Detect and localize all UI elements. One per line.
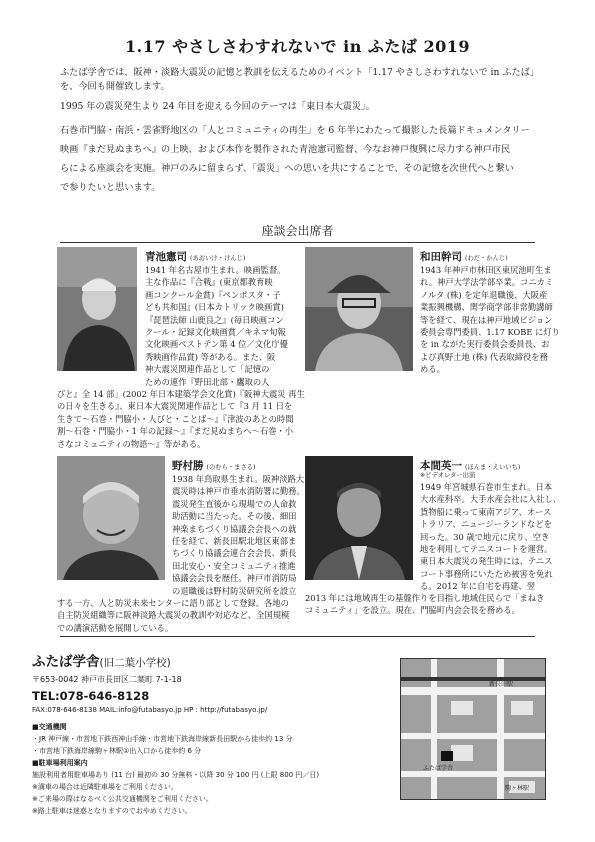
speaker-name: [145, 249, 245, 264]
speaker-bio: [420, 264, 560, 376]
school-name-text: ふたば学舎: [32, 654, 100, 670]
intro-line: 映画『まだ見ぬまちへ』の上映、および本作を製作された青池憲司監督、今なお神戸復興に尽力する神戸市民: [60, 144, 511, 155]
footer-divider: [60, 636, 535, 637]
bio-line: 1938 年鳥取県生まれ。阪神淡路大: [172, 474, 305, 484]
bio-line: 『琵琶法師 山鹿良之』(毎日映画コン: [145, 314, 284, 325]
speaker-bio-continued: [57, 597, 289, 634]
speaker-name: [420, 249, 508, 264]
speaker-bio-continued: [57, 388, 305, 450]
address: 〒653-0042 神戸市長田区二葉町 7-1-18: [32, 675, 182, 684]
bio-line: 画コンクール金賞)『ベンポスタ・子: [145, 289, 281, 300]
bio-line: 神大震災関連作品として「記憶の: [145, 364, 270, 375]
bio-line: 大水産科卒。大手水産会社に入社し、: [420, 494, 562, 505]
parking-line: 施設利用者用駐車場あり (11 台) 最初の 30 分無料・以降 30 分 100 円 (上限 800 円／日): [32, 771, 320, 779]
bio-line: びと』全 14 部」(2002 年日本建築学会文化賞)『阪神大震災 再生: [57, 389, 305, 399]
bio-line: を in ながた実行委員会委員長、お: [420, 339, 550, 350]
bio-line: 割～石巻・門脇小・1 年の記録～』『まだ見ぬまちへ～石巻・小: [57, 426, 294, 437]
intro-line: で参りたいと思います。: [60, 182, 161, 193]
speaker-photo-honma: [305, 456, 413, 580]
speaker-name-text: 青池憲司: [145, 251, 187, 263]
intro-line: らによる座談会を実施。神戸のみに留まらず、「震災」への思いを共にすることで、その記憶を次世代へと繋い: [60, 163, 514, 174]
speaker-bio: [420, 481, 561, 593]
speaker-kana: (ほんま・えいいち): [465, 464, 521, 471]
access-map: [400, 658, 546, 800]
school-former-name: (旧二葉小学校): [99, 657, 171, 669]
section-divider: [60, 242, 535, 243]
bio-line: る。2012 年に自宅を再建、翌: [420, 581, 536, 592]
contact-line: FAX:078-646-8138 MAIL:info@futabasyo.jp HP : http://futabasyo.jp/: [32, 706, 268, 714]
telephone: TEL:078-646-8128: [32, 689, 150, 703]
bio-line: 文化映画ベストテン第 4 位／文化庁優: [145, 339, 288, 350]
bio-line: での講演活動を展開している。: [57, 622, 174, 633]
page-title: 1.17 やさしさわすれないで in ふたば 2019: [125, 37, 470, 56]
speaker-name-text: 和田幹司: [420, 251, 462, 263]
intro-line: を、今回も開催致します。: [60, 81, 170, 92]
parking-heading: ■駐車場利用案内: [32, 759, 88, 767]
speaker-bio: [172, 473, 305, 597]
bio-line: 業振興機構、関学商学部非常勤講師: [420, 302, 553, 313]
parking-line: ※路上駐車は迷惑となりますのでおやめください。: [32, 807, 192, 815]
bio-line: 東日本大震災の発生時には、テニス: [420, 556, 553, 567]
bio-line: よび真野土地 (株) 代表取締役を務: [420, 351, 548, 362]
speaker-photo-nomura: [57, 456, 165, 580]
speaker-kana: (あおいけ・けんじ): [190, 255, 246, 262]
bio-line: 自主防災組織等に阪神淡路大震災の教訓や対応など、全国規模: [57, 610, 290, 621]
speaker-bio-continued: [305, 592, 544, 617]
bio-line: コミュニティ」を設立。現在、門脇町内会会長を務める。: [305, 605, 520, 616]
bio-line: 回った。30 歳で地元に戻り、空き: [420, 531, 550, 542]
bio-line: トラリア、ニュージーランドなどを: [420, 519, 552, 530]
bio-line: める。: [420, 364, 445, 375]
bio-line: 1949 年宮城県石巻市生まれ。日本: [420, 482, 553, 492]
bio-line: 委員会専門委員、1.17 KOBE に灯り: [420, 326, 560, 337]
bio-line: 貨物船に乗って東南アジア、オース: [420, 506, 552, 517]
parking-line: ※満車の場合は近隣駐車場をご利用ください。: [32, 783, 178, 791]
bio-line: れ。神戸大学法学部卒業。コニカミ: [420, 277, 554, 288]
bio-line: ども共和国』(日本カトリック映画賞): [145, 302, 284, 313]
bio-line: クール・記録文化映画賞／キネマ旬報: [145, 326, 286, 337]
map-label-shinnagata: 新長田駅: [489, 681, 514, 688]
bio-line: 2013 年には地域再生の基盤作りを目指し地域住民らで「まねき: [305, 593, 545, 603]
intro-line: 1995 年の震災発生より 24 年目を迎える今回のテーマは「東日本大震災」。: [60, 101, 375, 112]
bio-line: 神楽まちづくり協議会会長への就: [172, 523, 297, 534]
bio-line: コート事務所にいたため被害を免れ: [420, 568, 553, 579]
bio-line: 震災発生直後から現場での人命救: [172, 498, 297, 509]
bio-line: 助活動に当たった。その後、細田: [172, 511, 297, 522]
bio-line: 協議会会長を歴任。神戸市消防局: [172, 573, 297, 584]
access-heading: ■交通機関: [32, 723, 67, 731]
bio-line: 生きて～石巻・門脇小・人びと・ことば～』『津波のあとの時間: [57, 413, 294, 424]
bio-line: 1941 年名古屋市生まれ。映画監督。: [145, 265, 286, 275]
bio-line: ノルタ (株) を定年退職後、大阪産: [420, 289, 548, 300]
section-title: 座談会出席者: [261, 224, 334, 238]
speaker-kana: (わだ・かんじ): [465, 255, 508, 262]
bio-line: の日々を生きる』、東日本大震災関連作品として『3 月 11 日を: [57, 401, 293, 412]
school-name: [32, 650, 171, 670]
bio-line: する一方、人と防災未来センターに語り部として登録。各地の: [57, 598, 289, 608]
speaker-note: ※ビデオレター出演: [420, 472, 476, 479]
bio-line: 主な作品に『合戦』(東京都教育映: [145, 277, 273, 288]
bio-line: 震災時は神戸市垂水消防署に勤務。: [172, 486, 305, 497]
speaker-photo-aoike: [57, 247, 137, 371]
intro-line: ふたば学舎では、阪神・淡路大震災の記憶と教訓を伝えるためのイベント「1.17 やさしさわすれないで in ふたば」: [60, 67, 540, 78]
bio-line: 等を経て、現在は神戸地域ビジョン: [420, 314, 553, 325]
access-line: ・市営地下鉄海岸線駒ヶ林駅①出入口から徒歩約 6 分: [32, 747, 202, 755]
bio-line: 任を経て、新長田駅北地区東部ま: [172, 535, 297, 546]
speaker-name: [172, 458, 256, 473]
bio-line: 田北安心・安全コミュニティ推進: [172, 560, 296, 571]
map-label-futaba: ふたば学舎: [423, 765, 454, 772]
bio-line: 地を利用してテニスコートを運営。: [420, 543, 553, 554]
speaker-name-text: 野村勝: [172, 460, 204, 472]
parking-line: ※ご来場の際はなるべく公共交通機関をご利用ください。: [32, 795, 213, 803]
bio-line: さなコミュニティの物語～』等がある。: [57, 438, 206, 449]
bio-line: ための連作『野田北部・鷹取の人: [145, 376, 270, 387]
bio-line: の退職後は野村防災研究所を設立: [172, 585, 297, 596]
speaker-bio: [145, 264, 288, 388]
intro-line: 石巻市門脇・南浜・雲雀野地区の「人とコミュニティの再生」を 6 年半にわたって撮影した長篇ドキュメンタリー: [60, 125, 530, 136]
speaker-name-text: 本間英一: [420, 460, 462, 472]
access-line: ・JR 神戸線・市営地下鉄西神山手線・市営地下鉄海岸線新長田駅から徒歩約 13 分: [32, 735, 293, 743]
speaker-photo-wada: [305, 247, 413, 371]
map-label-komagabayashi: 駒ヶ林駅: [505, 785, 530, 792]
bio-line: 1943 年神戸市林田区東尻池町生ま: [420, 265, 552, 275]
bio-line: ちづくり協議会連合会会長、新長: [172, 548, 297, 559]
speaker-kana: (のむら・まさる): [206, 464, 256, 471]
bio-line: 秀映画作品賞) 等がある。また、阪: [145, 351, 276, 362]
